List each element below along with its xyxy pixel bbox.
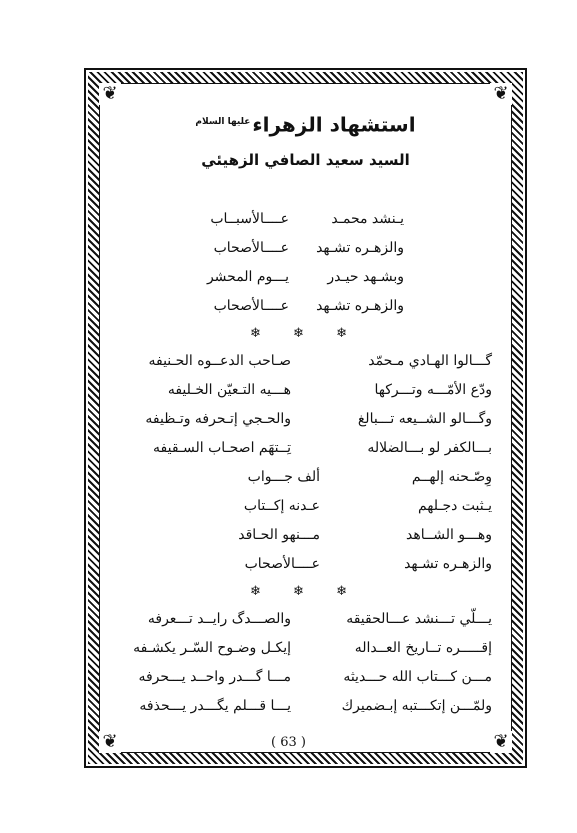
verse-first-half: وگـــالو الشــيعه تـــبالغ bbox=[357, 410, 492, 427]
verse-first-half: والزهـره تشـهد bbox=[404, 555, 492, 572]
corner-ornament-icon: ❦ bbox=[99, 83, 121, 105]
stanza-2 bbox=[113, 347, 498, 579]
verse bbox=[113, 376, 498, 405]
verse bbox=[113, 550, 498, 579]
verse bbox=[113, 347, 498, 376]
verse bbox=[113, 434, 498, 463]
verse-second-half: يـــا قـــلم يگـــدر يـــحذفه bbox=[139, 697, 291, 714]
stanza-3 bbox=[113, 605, 498, 721]
poem-title-text: استشهاد الزهراء bbox=[252, 112, 416, 137]
verse bbox=[113, 521, 498, 550]
verse-first-half: والزهـره تشـهد bbox=[316, 239, 404, 256]
poet-name: السيد سعيد الصافي الزهيئي bbox=[201, 150, 410, 169]
verse-second-half: مـــنهو الحـاقد bbox=[238, 526, 320, 543]
verse-first-half: وِصّـحنه إلهــم bbox=[411, 468, 492, 485]
verse-second-half: عــــالأسبــاب bbox=[210, 210, 289, 227]
stanza-separator: ❄ ❄ ❄ bbox=[250, 583, 361, 599]
verse bbox=[113, 492, 498, 521]
poem-page bbox=[113, 108, 498, 721]
verse-first-half: مـــن كـــتاب الله حـــديثه bbox=[343, 668, 492, 685]
verse bbox=[113, 634, 498, 663]
verse bbox=[113, 605, 498, 634]
verse-second-half: عــــالأصحاب bbox=[244, 555, 320, 572]
verse bbox=[113, 463, 498, 492]
verse-second-half: إيكـل وضـوح السّـر يكشـفه bbox=[133, 639, 291, 656]
page-number: ( 63 ) bbox=[271, 735, 306, 750]
verse bbox=[113, 263, 498, 292]
stanza-1 bbox=[113, 205, 498, 321]
corner-ornament-icon: ❦ bbox=[490, 731, 512, 753]
verse-second-half: صـاحب الدعــوه الحـنيفه bbox=[148, 352, 291, 369]
verse-first-half: ودّع الأمّـــه وتـــركها bbox=[374, 381, 492, 398]
verse bbox=[113, 292, 498, 321]
verse-first-half: والزهـره تشـهد bbox=[316, 297, 404, 314]
verse-first-half: بـــالكفر لو بـــالضلاله bbox=[367, 439, 492, 456]
verse-second-half: والصـــدگ رايــد تـــعرفه bbox=[147, 610, 291, 627]
verse-second-half: يـــوم المحشر bbox=[206, 268, 289, 285]
corner-ornament-icon: ❦ bbox=[99, 731, 121, 753]
verse-first-half: وهـــو الشــاهد bbox=[406, 526, 492, 543]
verse-first-half: ولمّـــن إتكـــتبه إبـضميرك bbox=[341, 697, 492, 714]
verse-first-half: يـــلّي تـــنشد عـــالحقيقه bbox=[346, 610, 492, 627]
verse bbox=[113, 205, 498, 234]
verse-first-half: يـثبت دجـلهم bbox=[417, 497, 492, 514]
verse-first-half: يـنشد محمـد bbox=[331, 210, 404, 227]
corner-ornament-icon: ❦ bbox=[490, 83, 512, 105]
stanza-separator: ❄ ❄ ❄ bbox=[250, 325, 361, 341]
verse bbox=[113, 663, 498, 692]
verse-first-half: وبشـهد حيـدر bbox=[327, 268, 404, 285]
verse-second-half: ألف جـــواب bbox=[247, 468, 320, 485]
verse-second-half: مـــا گـــدر واحــد يـــحرفه bbox=[138, 668, 291, 685]
verse-second-half: تِــتهَم اصحـاب السـقيفه bbox=[153, 439, 291, 456]
verse bbox=[113, 405, 498, 434]
verse-second-half: عـدنه إكــتاب bbox=[243, 497, 320, 514]
verse-second-half: عــــالأصحاب bbox=[213, 297, 289, 314]
poem-title bbox=[113, 108, 498, 139]
verse-second-half: والحـجي إتـحرفه وتـظيفه bbox=[145, 410, 291, 427]
honorific-mark: عليها السلام bbox=[195, 117, 251, 127]
verse bbox=[113, 234, 498, 263]
verse bbox=[113, 692, 498, 721]
verse-first-half: إقـــــره تــاريخ العــداله bbox=[354, 639, 492, 656]
verse-second-half: هـــيه التـعيّن الخـليفه bbox=[167, 381, 291, 398]
verse-first-half: گـــالوا الهـادي مـحمّد bbox=[368, 352, 492, 369]
verse-second-half: عــــالأصحاب bbox=[213, 239, 289, 256]
